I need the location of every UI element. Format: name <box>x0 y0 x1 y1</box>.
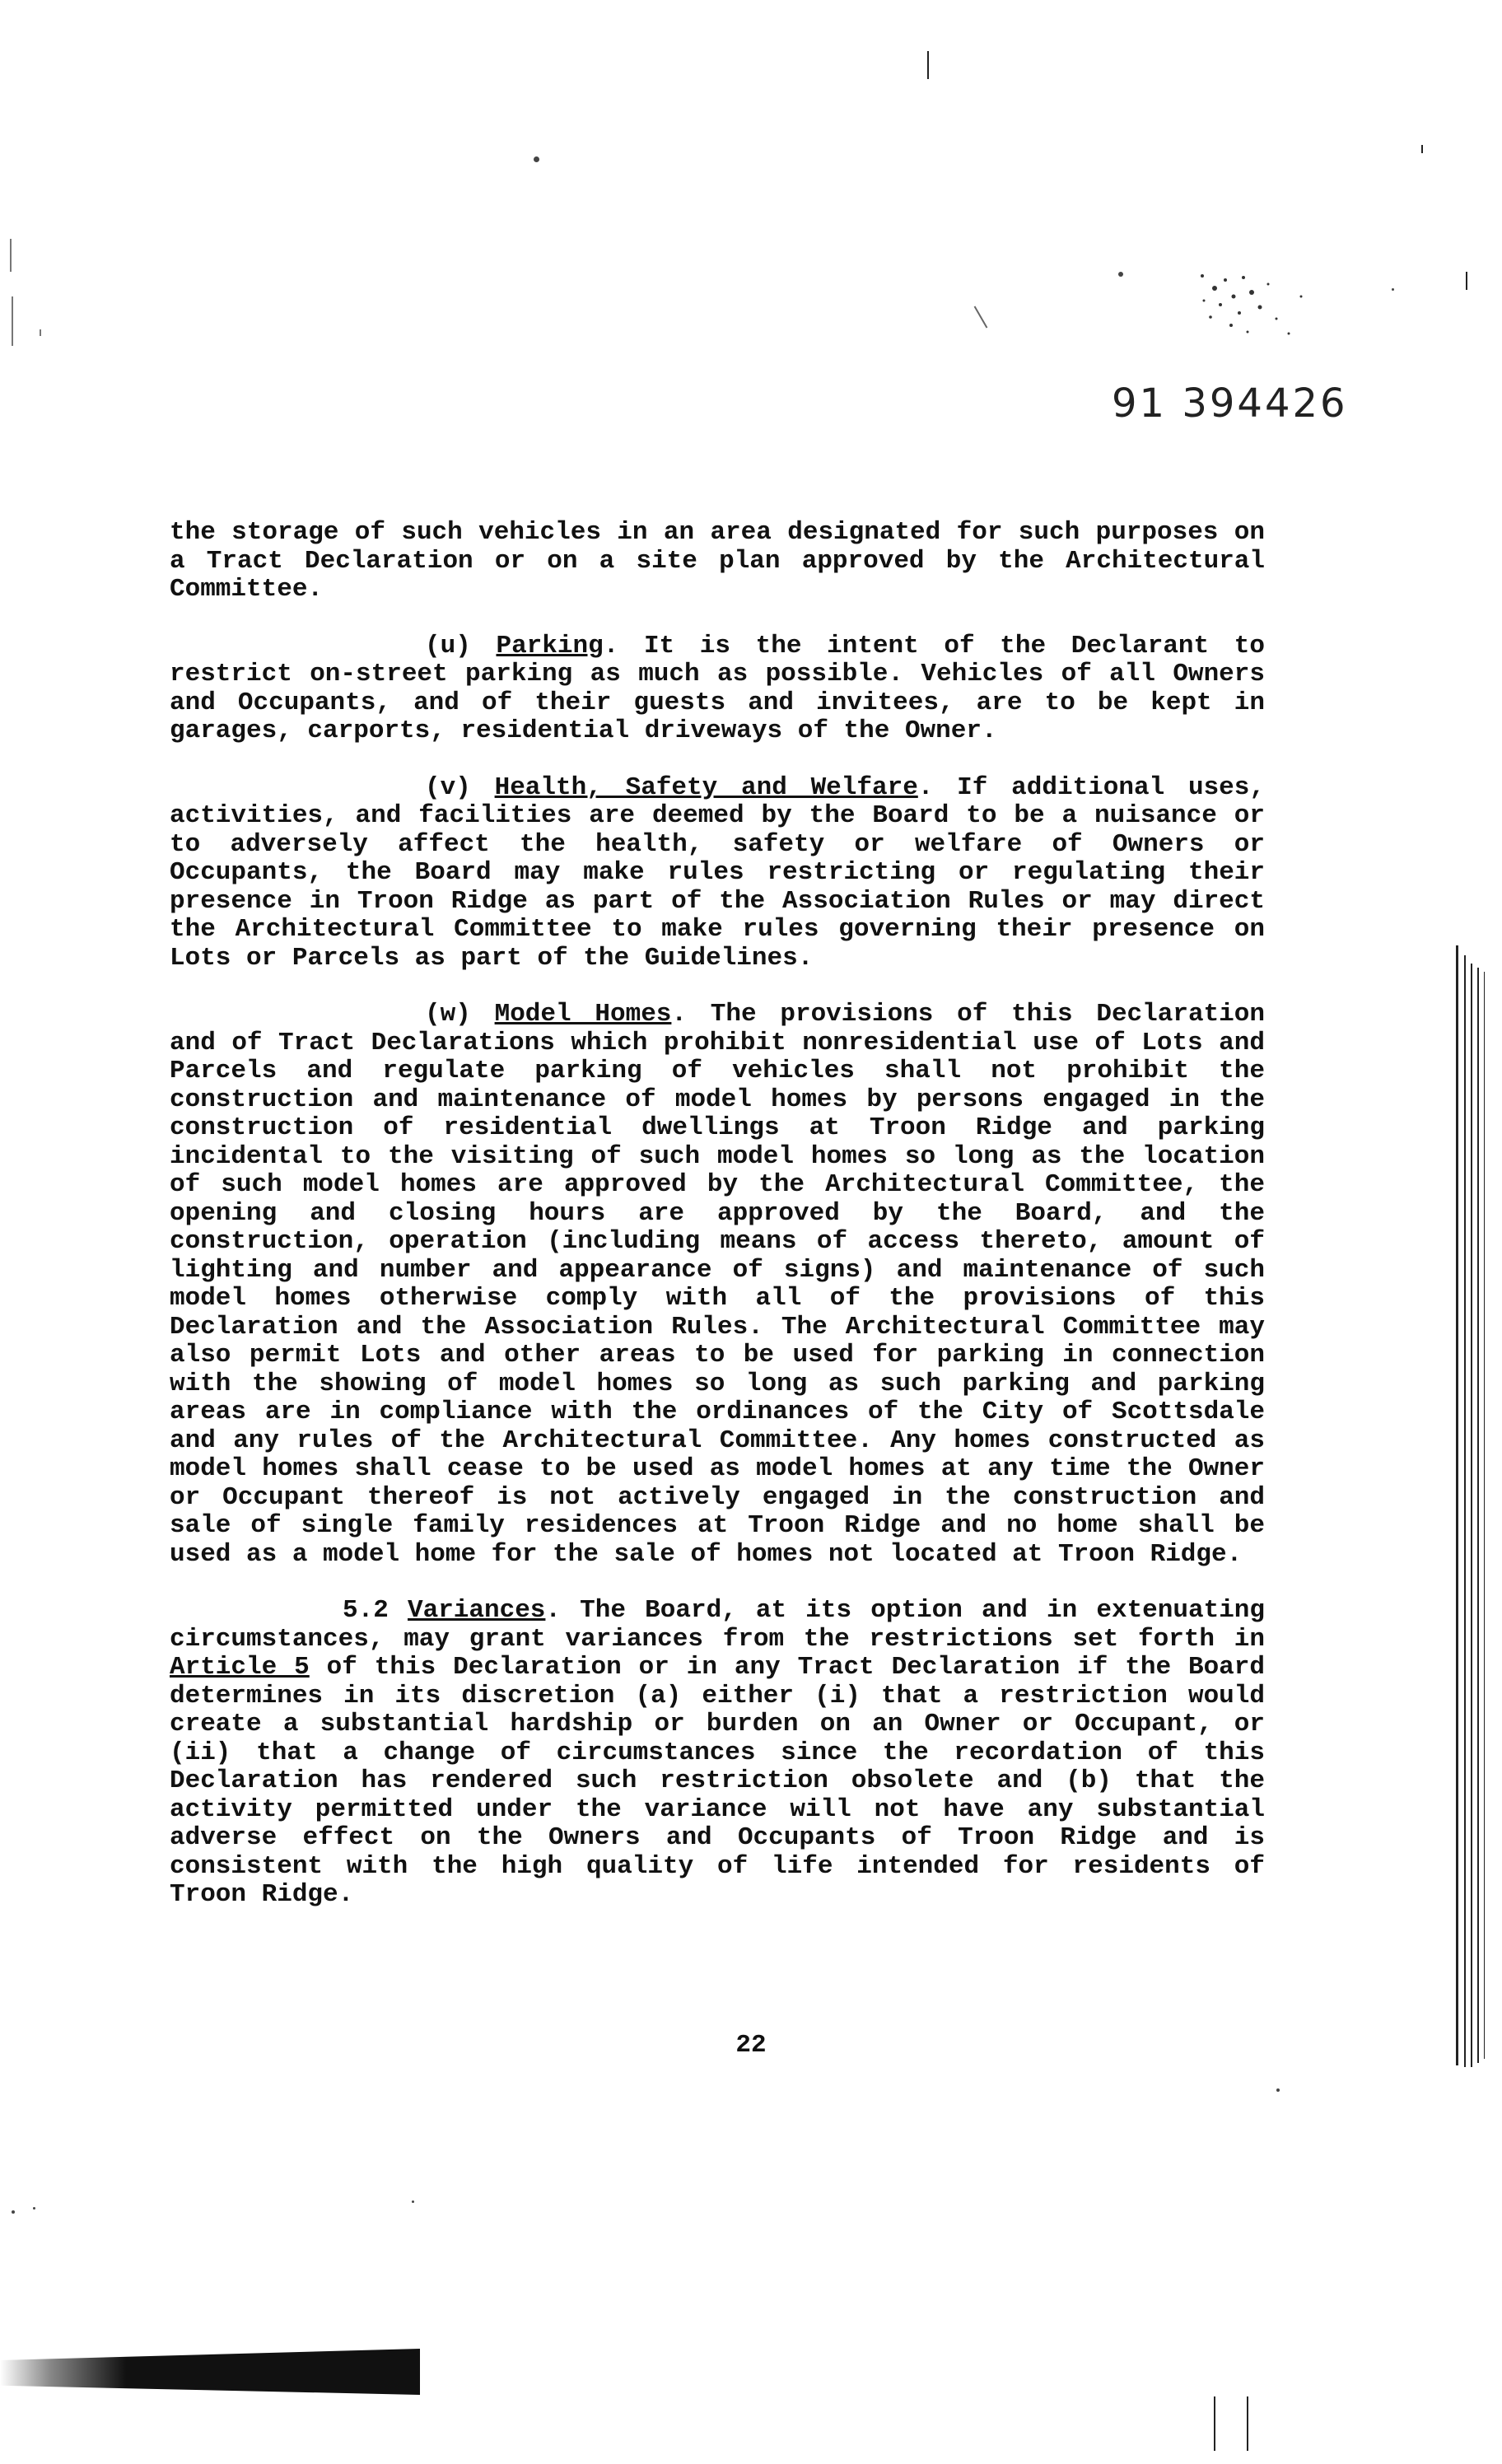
binding-line <box>1214 2396 1215 2451</box>
scan-speck <box>412 2200 414 2203</box>
binding-line <box>1484 972 1485 2059</box>
recording-number: 91 394426 <box>1112 380 1348 427</box>
paragraph-variances <box>170 1597 1265 1910</box>
scan-speck <box>1276 2088 1280 2092</box>
scan-speck <box>1392 288 1394 291</box>
section-label: 5.2 <box>343 1596 389 1625</box>
section-text: . The provisions of this Declaration and of Tract Declarations which prohibit nonresidential use of Lots and Parcels and regulate parking of vehicles shall not prohibit the construction and maintenance of model homes by persons engaged in the construction of residential dwellings at Troon Ridge and parking incidental to the visiting of such model homes so long as the location of such model homes are approved by the Architectural Committee, the opening and closing hours are approved by the Board, and the construction, operation (including means of access thereto, amount of lighting and number and appearance of signs) and maintenance of such model homes otherwise comply with all of the provisions of this Declaration and the Association Rules. The Architectural Committee may also permit Lots and other areas to be used for parking in connection with the showing of model homes so long as such parking and parking areas are in compliance with the ordinances of the City of Scottsdale and any rules of the Architectural Committee. Any homes constructed as model homes shall cease to be used as model homes at any time the Owner or Occupant thereof is not actively engaged in the construction and sale of single family residences at Troon Ridge and no home shall be used as a model home for the sale of homes not located at Troon Ridge. <box>170 1000 1265 1569</box>
section-heading-variances: Variances <box>407 1596 546 1625</box>
scan-mark <box>10 239 12 272</box>
scan-mark <box>1421 145 1423 153</box>
binding-line <box>1471 964 1472 2067</box>
scan-smudge-graphic <box>1186 268 1309 342</box>
section-heading-model-homes: Model Homes <box>494 1000 672 1029</box>
binding-line <box>1477 968 1479 2063</box>
section-label: (v) <box>425 772 471 802</box>
binding-line <box>1456 945 1458 2065</box>
page-number: 22 <box>735 2031 767 2060</box>
section-label: (w) <box>425 1000 471 1029</box>
paragraph-health-safety-welfare <box>170 774 1265 973</box>
document-body <box>170 519 1265 1938</box>
section-text: . The Board, at its option and in extenuating circumstances, may grant variances from the restrictions set forth in <box>170 1596 1266 1654</box>
section-heading-parking: Parking <box>496 631 604 660</box>
scan-edge-bar <box>0 2349 420 2395</box>
scan-speck <box>1118 272 1123 277</box>
scan-mark-top <box>927 51 929 79</box>
section-text: . It is the intent of the Declarant to restrict on-street parking as much as possible. Vehicles of all Owners and Occupants, and of their guests and invitees, are to be kept in garages, carports, residential driveways of the Owner. <box>170 631 1265 745</box>
binding-line <box>1247 2396 1248 2451</box>
paragraph-vehicle-storage: the storage of such vehicles in an area designated for such purposes on a Tract Declaration or on a site plan approved by the Architectural Committee. <box>170 518 1265 604</box>
paragraph-model-homes <box>170 1001 1265 1569</box>
scan-mark <box>1466 272 1467 290</box>
section-text: . If additional uses, activities, and facilities are deemed by the Board to be a nuisance or to adversely affect the health, safety or welfare of Owners or Occupants, the Board may make rules restricting or regulating their presence in Troon Ridge as part of the Association Rules or may direct the Architectural Committee to make rules governing their presence on Lots or Parcels as part of the Guidelines. <box>170 772 1265 973</box>
scan-mark <box>40 329 41 336</box>
section-label: (u) <box>425 631 471 660</box>
scan-speck <box>33 2207 35 2210</box>
binding-line <box>1464 955 1466 2067</box>
paragraph-parking <box>170 632 1265 746</box>
section-text: of this Declaration or in any Tract Declaration if the Board determines in its discretion (a) either (i) that a restriction would create a substantial hardship or burden on an Owner or Occupant, or (ii) that a change of circumstances since the recordation of this Declaration has rendered such restriction obsolete and (b) that the activity permitted under the variance will not have any substantial adverse effect on the Owners and Occupants of Troon Ridge and is consistent with the high quality of life intended for residents of Troon Ridge. <box>170 1653 1265 1909</box>
scan-mark <box>974 306 988 329</box>
section-heading-health-safety-welfare: Health, Safety and Welfare <box>494 772 918 802</box>
scan-speck <box>534 156 539 162</box>
scan-speck <box>12 2210 15 2214</box>
scan-mark <box>12 296 13 346</box>
article-reference: Article 5 <box>170 1653 310 1682</box>
